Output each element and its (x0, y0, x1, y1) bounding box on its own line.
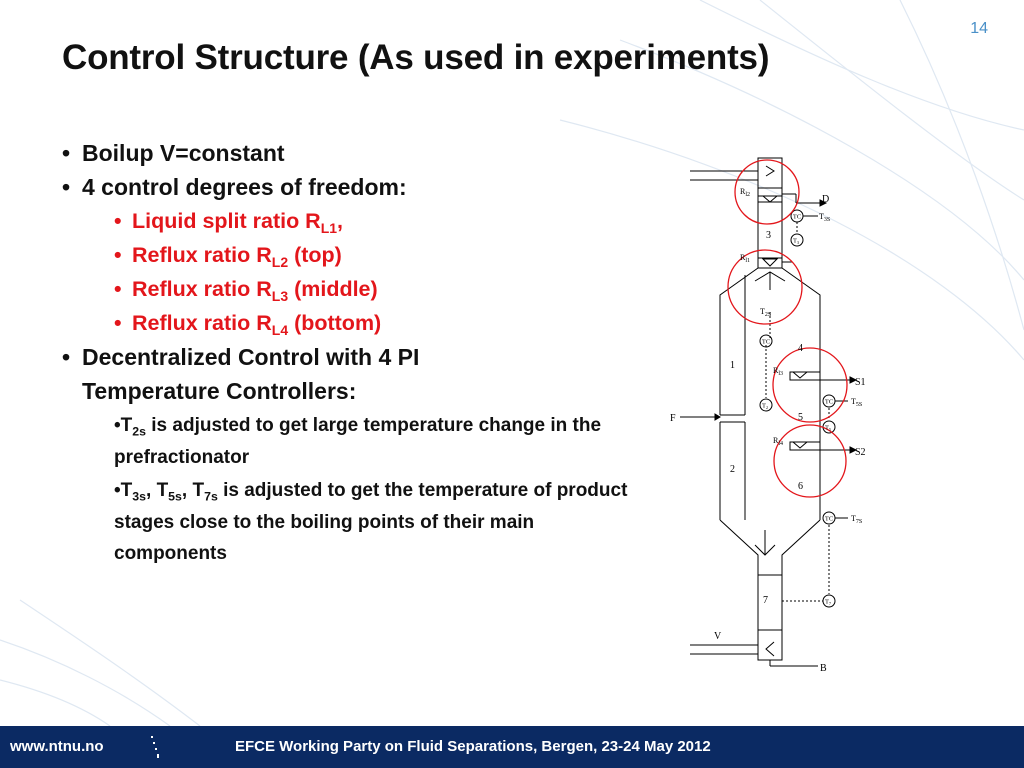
detail-t3: T (120, 480, 133, 501)
detail-text: is adjusted to get the temperature of product stages close to the boiling points of their main components (114, 480, 628, 564)
subscript: 3s (132, 489, 146, 504)
label-b: B (820, 663, 827, 674)
detail-t7: T (192, 480, 205, 501)
label-r-l4: $R_{l4}$ (773, 436, 784, 447)
tc-label-5s: TC (824, 398, 834, 406)
bullet-list (62, 136, 652, 570)
label-t7s: $T_{7S}$ (851, 514, 863, 525)
column-diagram (650, 148, 880, 688)
detail-t5: T (156, 480, 169, 501)
subscript: L4 (271, 321, 289, 338)
bullet-boilup (62, 136, 652, 170)
label-section-2: 2 (730, 464, 735, 475)
subscript: L3 (271, 287, 289, 304)
footer-url-link[interactable]: www.ntnu.no (10, 738, 104, 755)
subbullet-suffix: (bottom) (288, 311, 382, 335)
slide-title: Control Structure (As used in experiments) (62, 38, 770, 77)
label-t5s: $T_{5S}$ (851, 397, 863, 408)
footer-ornament-icon (130, 732, 170, 762)
subbullet-reflux-top (62, 238, 652, 272)
bullet-decentralized-control (62, 340, 652, 408)
footer-bar (0, 726, 1024, 768)
tc-label-2s: TC (761, 338, 771, 346)
subbullet-text: Liquid split ratio R (132, 209, 321, 233)
section-7-column (758, 575, 782, 630)
detail-prefix: T (120, 415, 133, 436)
bullet-dot: • (114, 209, 122, 233)
subbullet-text: Reflux ratio R (132, 277, 272, 301)
label-d: D (822, 194, 830, 205)
subscript: 7s (204, 489, 218, 504)
subscript: L2 (271, 253, 289, 270)
bullet-dot: • (114, 277, 122, 301)
label-v: V (714, 631, 722, 642)
subscript: 5s (168, 489, 182, 504)
subbullet-suffix: , (337, 209, 344, 233)
detail-t3s-t5s-t7s: $•T_{3s}$, $T_{5s}$, $T_{7s}$ is adjusted to get the temperature of product stages close to the boiling points of their main components (114, 480, 628, 564)
bullet-text-line1: Decentralized Control with 4 PI (82, 344, 420, 370)
subbullet-text: Reflux ratio R (132, 243, 272, 267)
bullet-dot: • (62, 344, 71, 370)
bullet-dot: • (114, 243, 122, 267)
separator: , (181, 480, 193, 501)
tc-label-3s: TC (792, 213, 802, 221)
footer-event-text: EFCE Working Party on Fluid Separations, Bergen, 23-24 May 2012 (235, 738, 711, 755)
tc-label-7s: TC (824, 515, 834, 523)
label-s1: S1 (855, 377, 866, 388)
t-label-3: $T_3$ (793, 237, 799, 245)
detail-t2s: $•T_{2s}$ is adjusted to get large temperature change in the prefractionator (114, 415, 602, 468)
bullet-degrees-of-freedom (62, 170, 652, 204)
subbullet-reflux-bottom (62, 306, 652, 340)
subbullet-suffix: (middle) (288, 277, 378, 301)
highlight-r-l3 (773, 348, 847, 422)
bullet-text-line2: Temperature Controllers: (82, 378, 357, 404)
label-f: F (670, 413, 676, 424)
t-label-2: $T_2$ (762, 402, 768, 410)
label-r-l3: $R_{l3}$ (773, 366, 784, 377)
subbullet-suffix: (top) (288, 243, 342, 267)
separator: , (146, 480, 157, 501)
label-t3s: $T_{3S}$ (819, 212, 831, 223)
label-section-3: 3 (766, 230, 771, 241)
subbullet-text: Reflux ratio R (132, 311, 272, 335)
label-r-l2: $R_{l2}$ (740, 187, 751, 198)
bullet-text: 4 control degrees of freedom: (82, 174, 407, 200)
subscript: L1 (320, 219, 338, 236)
subscript: 2s (132, 424, 146, 439)
label-section-1: 1 (730, 360, 735, 371)
bullet-dot: • (114, 311, 122, 335)
t-label-7: $T_7$ (825, 598, 831, 606)
label-section-6: 6 (798, 481, 803, 492)
subbullet-reflux-middle (62, 272, 652, 306)
label-section-5: 5 (798, 412, 803, 423)
subbullet-liquid-split (62, 204, 652, 238)
label-t2s: $T_{2S}$ (760, 307, 772, 318)
label-section-7: 7 (763, 595, 768, 606)
label-r-l1: $R_{l1}$ (740, 253, 751, 264)
label-section-4: 4 (798, 343, 803, 354)
bullet-dot: • (62, 174, 71, 200)
label-s2: S2 (855, 447, 866, 458)
bullet-dot: • (62, 140, 71, 166)
detail-text: is adjusted to get large temperature change in the prefractionator (114, 415, 602, 468)
t-label-5: $T_5$ (825, 424, 831, 432)
page-number: 14 (970, 20, 988, 37)
highlight-r-l4 (774, 425, 846, 497)
bullet-text: Boilup V=constant (82, 140, 285, 166)
